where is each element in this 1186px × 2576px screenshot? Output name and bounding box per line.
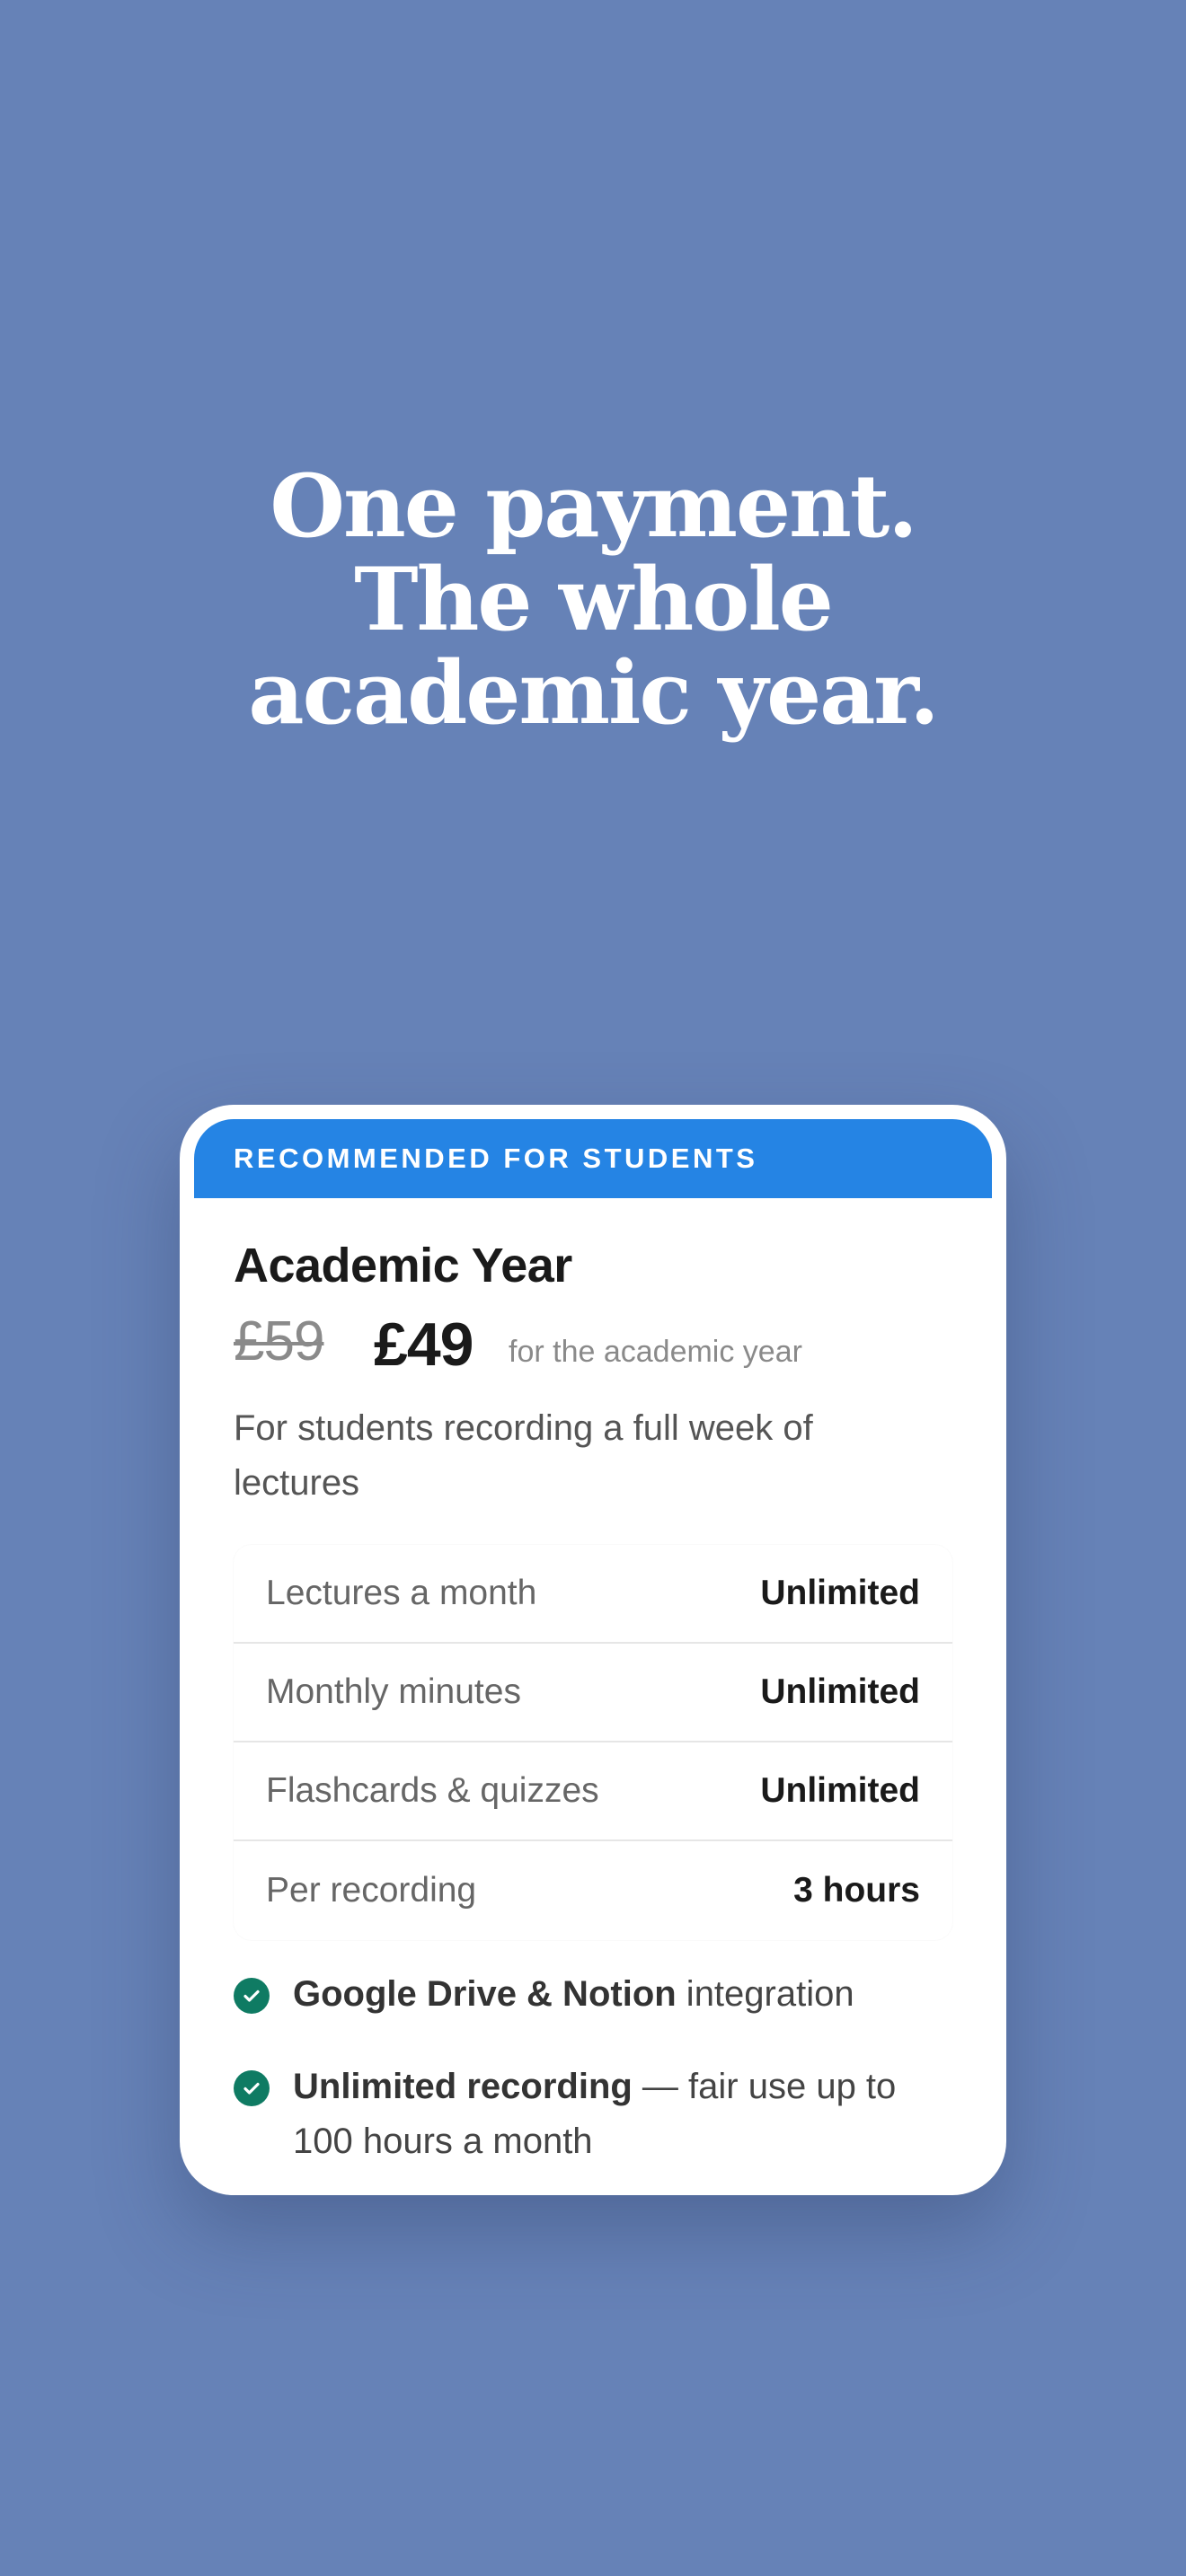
stats-row-label: Flashcards & quizzes: [266, 1771, 599, 1810]
stats-row: [234, 1545, 952, 1644]
plan-card[interactable]: [180, 1105, 1006, 2195]
feature-rest: — fair use up to 100 hours a month: [293, 2067, 897, 2161]
stats-row-label: Lectures a month: [266, 1574, 537, 1612]
stats-row-value: Unlimited: [760, 1771, 920, 1810]
price-note: for the academic year: [509, 1335, 802, 1369]
plan-title: Academic Year: [234, 1239, 572, 1292]
stats-row: [234, 1644, 952, 1742]
feature-item: [234, 1967, 952, 2022]
feature-rest: integration: [676, 1974, 854, 2014]
recommended-banner: RECOMMENDED FOR STUDENTS: [194, 1119, 992, 1198]
current-price: £49: [374, 1310, 474, 1379]
old-price: £59: [234, 1310, 324, 1372]
check-circle-icon: [234, 2070, 270, 2106]
feature-text: [293, 1967, 854, 2022]
feature-bold: Google Drive & Notion: [293, 1974, 677, 2014]
headline-line-3: academic year.: [248, 642, 938, 744]
stats-row: [234, 1841, 952, 1940]
check-circle-icon: [234, 1978, 270, 2014]
headline: [0, 455, 1186, 744]
plan-description: For students recording a full week of lectures: [234, 1408, 813, 1503]
feature-item: [234, 2060, 952, 2169]
feature-text: [293, 2060, 952, 2169]
stats-row-label: Per recording: [266, 1871, 477, 1910]
feature-bold: Unlimited recording: [293, 2067, 633, 2106]
headline-line-1: One payment.: [270, 455, 916, 557]
stats-row: [234, 1742, 952, 1841]
stats-row-value: 3 hours: [793, 1871, 920, 1910]
headline-line-2: The whole: [354, 549, 832, 650]
stats-row-value: Unlimited: [760, 1672, 920, 1711]
stats-row-value: Unlimited: [760, 1574, 920, 1612]
stats-row-label: Monthly minutes: [266, 1672, 521, 1711]
plan-stats-table: [234, 1545, 952, 1940]
